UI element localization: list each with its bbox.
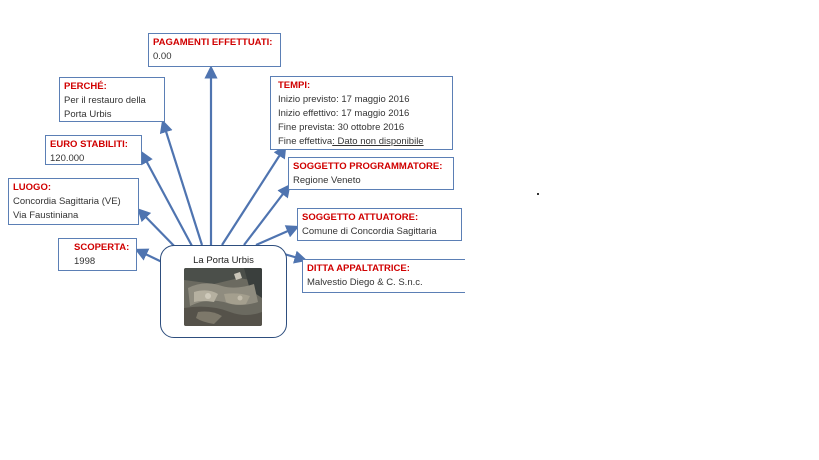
tempi-fine-effettiva [278, 135, 448, 149]
tempi-label: TEMPI: [278, 80, 311, 91]
stray-dot [537, 193, 539, 195]
attuatore-label: SOGGETTO ATTUATORE: [302, 212, 419, 223]
center-node [160, 245, 287, 338]
perche-box [59, 77, 165, 122]
pagamenti-value: 0.00 [153, 51, 172, 62]
perche-line2: Porta Urbis [64, 109, 112, 120]
luogo-line2: Via Faustiniana [13, 210, 79, 221]
appaltatrice-value: Malvestio Diego & C. S.n.c. [307, 277, 423, 288]
tempi-inizio-effettivo: Inizio effettivo: 17 maggio 2016 [278, 108, 410, 119]
programmatore-label: SOGGETTO PROGRAMMATORE: [293, 161, 443, 172]
tempi-fine-effettiva-prefix: Fine effettiva [278, 136, 333, 147]
luogo-box [8, 178, 139, 225]
luogo-label: LUOGO: [13, 182, 51, 193]
programmatore-box [288, 157, 454, 190]
tempi-fine-prevista: Fine prevista: 30 ottobre 2016 [278, 122, 405, 133]
arrow-programmatore [244, 186, 289, 245]
tempi-fine-effettiva-value: : Dato non disponibile [332, 136, 424, 147]
euro-value: 120.000 [50, 153, 85, 164]
tempi-box [270, 76, 453, 150]
arrow-tempi [222, 147, 285, 245]
attuatore-value: Comune di Concordia Sagittaria [302, 226, 437, 237]
luogo-line1: Concordia Sagittaria (VE) [13, 196, 121, 207]
arrow-scoperta [137, 250, 162, 262]
perche-line1: Per il restauro della [64, 95, 146, 106]
appaltatrice-label: DITTA APPALTATRICE: [307, 263, 410, 274]
scoperta-value: 1998 [74, 256, 96, 267]
pagamenti-label: PAGAMENTI EFFETTUATI: [153, 37, 273, 48]
center-title: La Porta Urbis [193, 255, 254, 266]
appaltatrice-box [302, 259, 465, 293]
arrow-attuatore [256, 227, 297, 245]
tempi-inizio-previsto: Inizio previsto: 17 maggio 2016 [278, 94, 410, 105]
perche-label: PERCHÉ: [64, 81, 107, 92]
arrow-euro [142, 153, 192, 246]
excavation-photo [184, 268, 262, 326]
pagamenti-box [148, 33, 281, 67]
euro-label: EURO STABILITI: [50, 139, 128, 150]
euro-box [45, 135, 142, 165]
scoperta-label: SCOPERTA: [74, 242, 130, 253]
programmatore-value: Regione Veneto [293, 175, 361, 186]
attuatore-box [297, 208, 462, 241]
scoperta-box [58, 238, 137, 271]
